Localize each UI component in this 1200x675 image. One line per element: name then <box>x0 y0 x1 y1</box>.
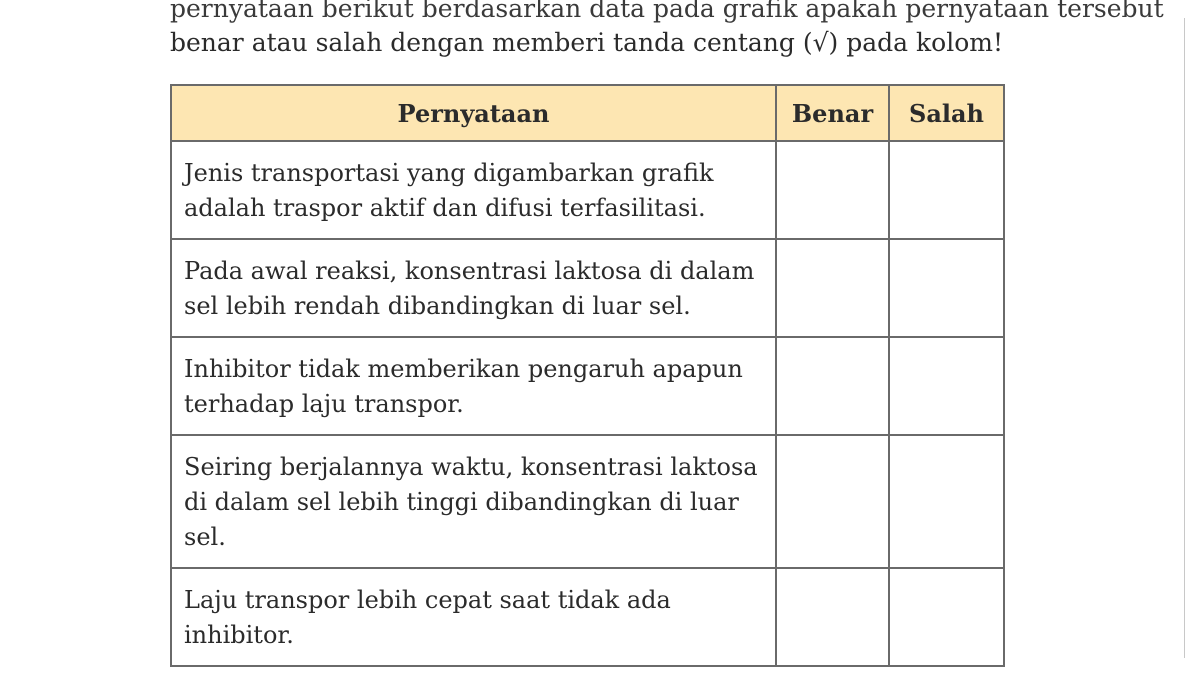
table-row <box>171 435 1004 568</box>
statement-cell: Seiring berjalannya waktu, konsentrasi laktosa di dalam sel lebih tinggi dibandingkan di luar sel. <box>171 435 776 568</box>
true-checkbox-cell[interactable] <box>776 435 889 568</box>
statement-cell: Pada awal reaksi, konsentrasi laktosa di dalam sel lebih rendah dibandingkan di luar sel. <box>171 239 776 337</box>
true-false-table <box>170 84 1005 667</box>
statement-cell: Inhibitor tidak memberikan pengaruh apapun terhadap laju transpor. <box>171 337 776 435</box>
true-checkbox-cell[interactable] <box>776 568 889 666</box>
table-row <box>171 568 1004 666</box>
header-statement: Pernyataan <box>171 85 776 141</box>
false-checkbox-cell[interactable] <box>889 239 1004 337</box>
true-checkbox-cell[interactable] <box>776 337 889 435</box>
false-checkbox-cell[interactable] <box>889 568 1004 666</box>
cropped-text: pernyataan berikut berdasarkan data pada grafik apakah pernyataan tersebut <box>170 0 1164 23</box>
statement-cell: Laju transpor lebih cepat saat tidak ada inhibitor. <box>171 568 776 666</box>
true-checkbox-cell[interactable] <box>776 239 889 337</box>
false-checkbox-cell[interactable] <box>889 337 1004 435</box>
true-checkbox-cell[interactable] <box>776 141 889 239</box>
false-checkbox-cell[interactable] <box>889 141 1004 239</box>
header-false: Salah <box>889 85 1004 141</box>
cropped-text-line <box>170 0 1164 23</box>
table-row <box>171 337 1004 435</box>
header-true: Benar <box>776 85 889 141</box>
instruction-text: benar atau salah dengan memberi tanda centang (√) pada kolom! <box>170 28 1003 57</box>
table-header-row <box>171 85 1004 141</box>
false-checkbox-cell[interactable] <box>889 435 1004 568</box>
page-edge-divider <box>1184 18 1185 658</box>
table-row <box>171 141 1004 239</box>
statement-cell: Jenis transportasi yang digambarkan grafik adalah traspor aktif dan difusi terfasilitasi. <box>171 141 776 239</box>
table-row <box>171 239 1004 337</box>
